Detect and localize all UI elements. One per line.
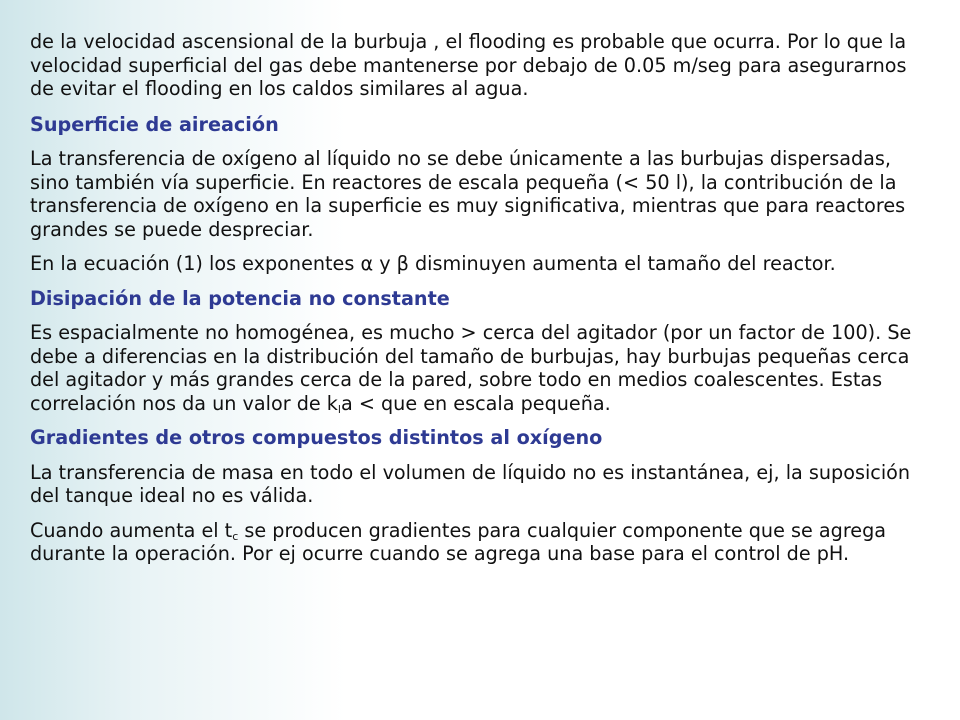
paragraph-disipacion: [30, 321, 930, 415]
paragraph-gradientes-start: Cuando aumenta el t: [30, 518, 233, 542]
subscript-l: l: [337, 402, 341, 416]
heading-superficie-aireacion: Superficie de aireación: [30, 112, 279, 136]
paragraph-transferencia-masa: La transferencia de masa en todo el volumen de líquido no es instantánea, ej, la suposición del tanque ideal no es válida.: [30, 460, 911, 507]
paragraph-gradientes-end: se producen gradientes para cualquier componente que se agrega durante la operación. Por ej ocurre cuando se agrega una base para el control de pH.: [30, 518, 887, 565]
paragraph-disipacion-text: Es espacialmente no homogénea, es mucho > cerca del agitador (por un factor de 100). Se debe a diferencias en la distribución del tamaño de burbujas, hay burbujas pequeñas cerca del agitador y más grandes cerca de la pared, sobre todo en medios coalescentes. Estas correlación nos da un valor de k: [30, 321, 912, 415]
heading-disipacion-potencia: Disipación de la potencia no constante: [30, 286, 450, 310]
paragraph-flooding: de la velocidad ascensional de la burbuja , el flooding es probable que ocurra. Por lo que la velocidad superficial del gas debe mantenerse por debajo de 0.05 m/seg para asegurarnos de evitar el flooding en los caldos similares al agua.: [30, 30, 907, 100]
paragraph-exponentes: En la ecuación (1) los exponentes α y β disminuyen aumenta el tamaño del reactor.: [30, 252, 836, 275]
paragraph-transferencia-superficie: La transferencia de oxígeno al líquido no se debe únicamente a las burbujas dispersadas, sino también vía superficie. En reactores de escala pequeña (< 50 l), la contribución de la transferencia de oxígeno en la superficie es muy significativa, mientras que para reactores grandes se puede despreciar.: [30, 147, 906, 241]
slide-content: [30, 30, 930, 577]
subscript-c: c: [232, 529, 239, 543]
heading-gradientes: Gradientes de otros compuestos distintos al oxígeno: [30, 426, 603, 449]
paragraph-disipacion-end: a < que en escala pequeña.: [340, 391, 611, 415]
paragraph-gradientes-ph: [30, 519, 930, 566]
